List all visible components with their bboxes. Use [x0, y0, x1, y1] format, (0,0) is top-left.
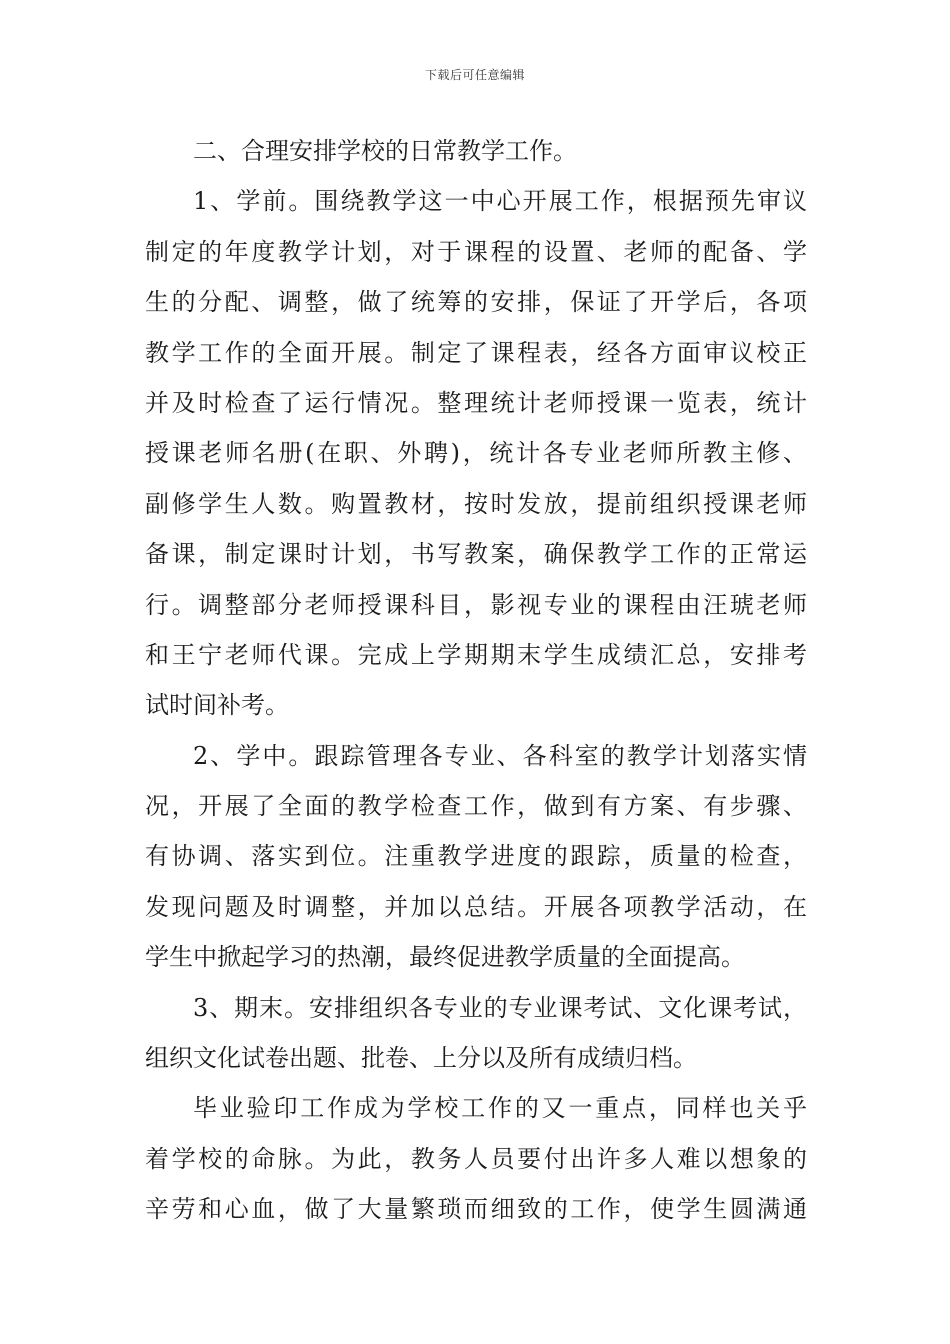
text-line: 制定的年度教学计划，对于课程的设置、老师的配备、学: [145, 237, 807, 266]
text-line: 辛劳和心血，做了大量繁琐而细致的工作，使学生圆满通: [145, 1195, 807, 1224]
document-body: [145, 126, 807, 1235]
text-line: 行。调整部分老师授课科目，影视专业的课程由汪琥老师: [145, 590, 807, 619]
text-line: 备课，制定课时计划，书写教案，确保教学工作的正常运: [145, 540, 807, 569]
text-line: 二、合理安排学校的日常教学工作。: [193, 137, 577, 165]
text-line: 组织文化试卷出题、批卷、上分以及所有成绩归档。: [145, 1044, 697, 1073]
text-line: 授课老师名册(在职、外聘)，统计各专业老师所教主修、: [145, 439, 807, 468]
text-line: 和王宁老师代课。完成上学期期末学生成绩汇总，安排考: [145, 640, 807, 669]
text-line: 有协调、落实到位。注重教学进度的跟踪，质量的检查，: [145, 842, 807, 871]
text-line: 2、学中。跟踪管理各专业、各科室的教学计划落实情: [193, 741, 807, 770]
text-line: 副修学生人数。购置教材，按时发放，提前组织授课老师: [145, 489, 807, 518]
text-line: 并及时检查了运行情况。整理统计老师授课一览表，统计: [145, 388, 807, 417]
text-line: 着学校的命脉。为此，教务人员要付出许多人难以想象的: [145, 1144, 807, 1173]
text-line: 3、期末。安排组织各专业的专业课考试、文化课考试，: [193, 993, 807, 1022]
text-line: 况，开展了全面的教学检查工作，做到有方案、有步骤、: [145, 792, 807, 821]
text-line: 毕业验印工作成为学校工作的又一重点，同样也关乎: [193, 1094, 807, 1123]
text-line: 教学工作的全面开展。制定了课程表，经各方面审议校正: [145, 338, 807, 367]
text-line: 生的分配、调整，做了统筹的安排，保证了开学后，各项: [145, 288, 807, 317]
text-line: 1、学前。围绕教学这一中心开展工作，根据预先审议: [193, 187, 807, 216]
text-line: 发现问题及时调整，并加以总结。开展各项教学活动，在: [145, 892, 807, 921]
page-header: 下载后可任意编辑: [424, 68, 525, 82]
text-line: 试时间补考。: [145, 691, 289, 720]
text-line: 学生中掀起学习的热潮，最终促进教学质量的全面提高。: [145, 943, 745, 972]
